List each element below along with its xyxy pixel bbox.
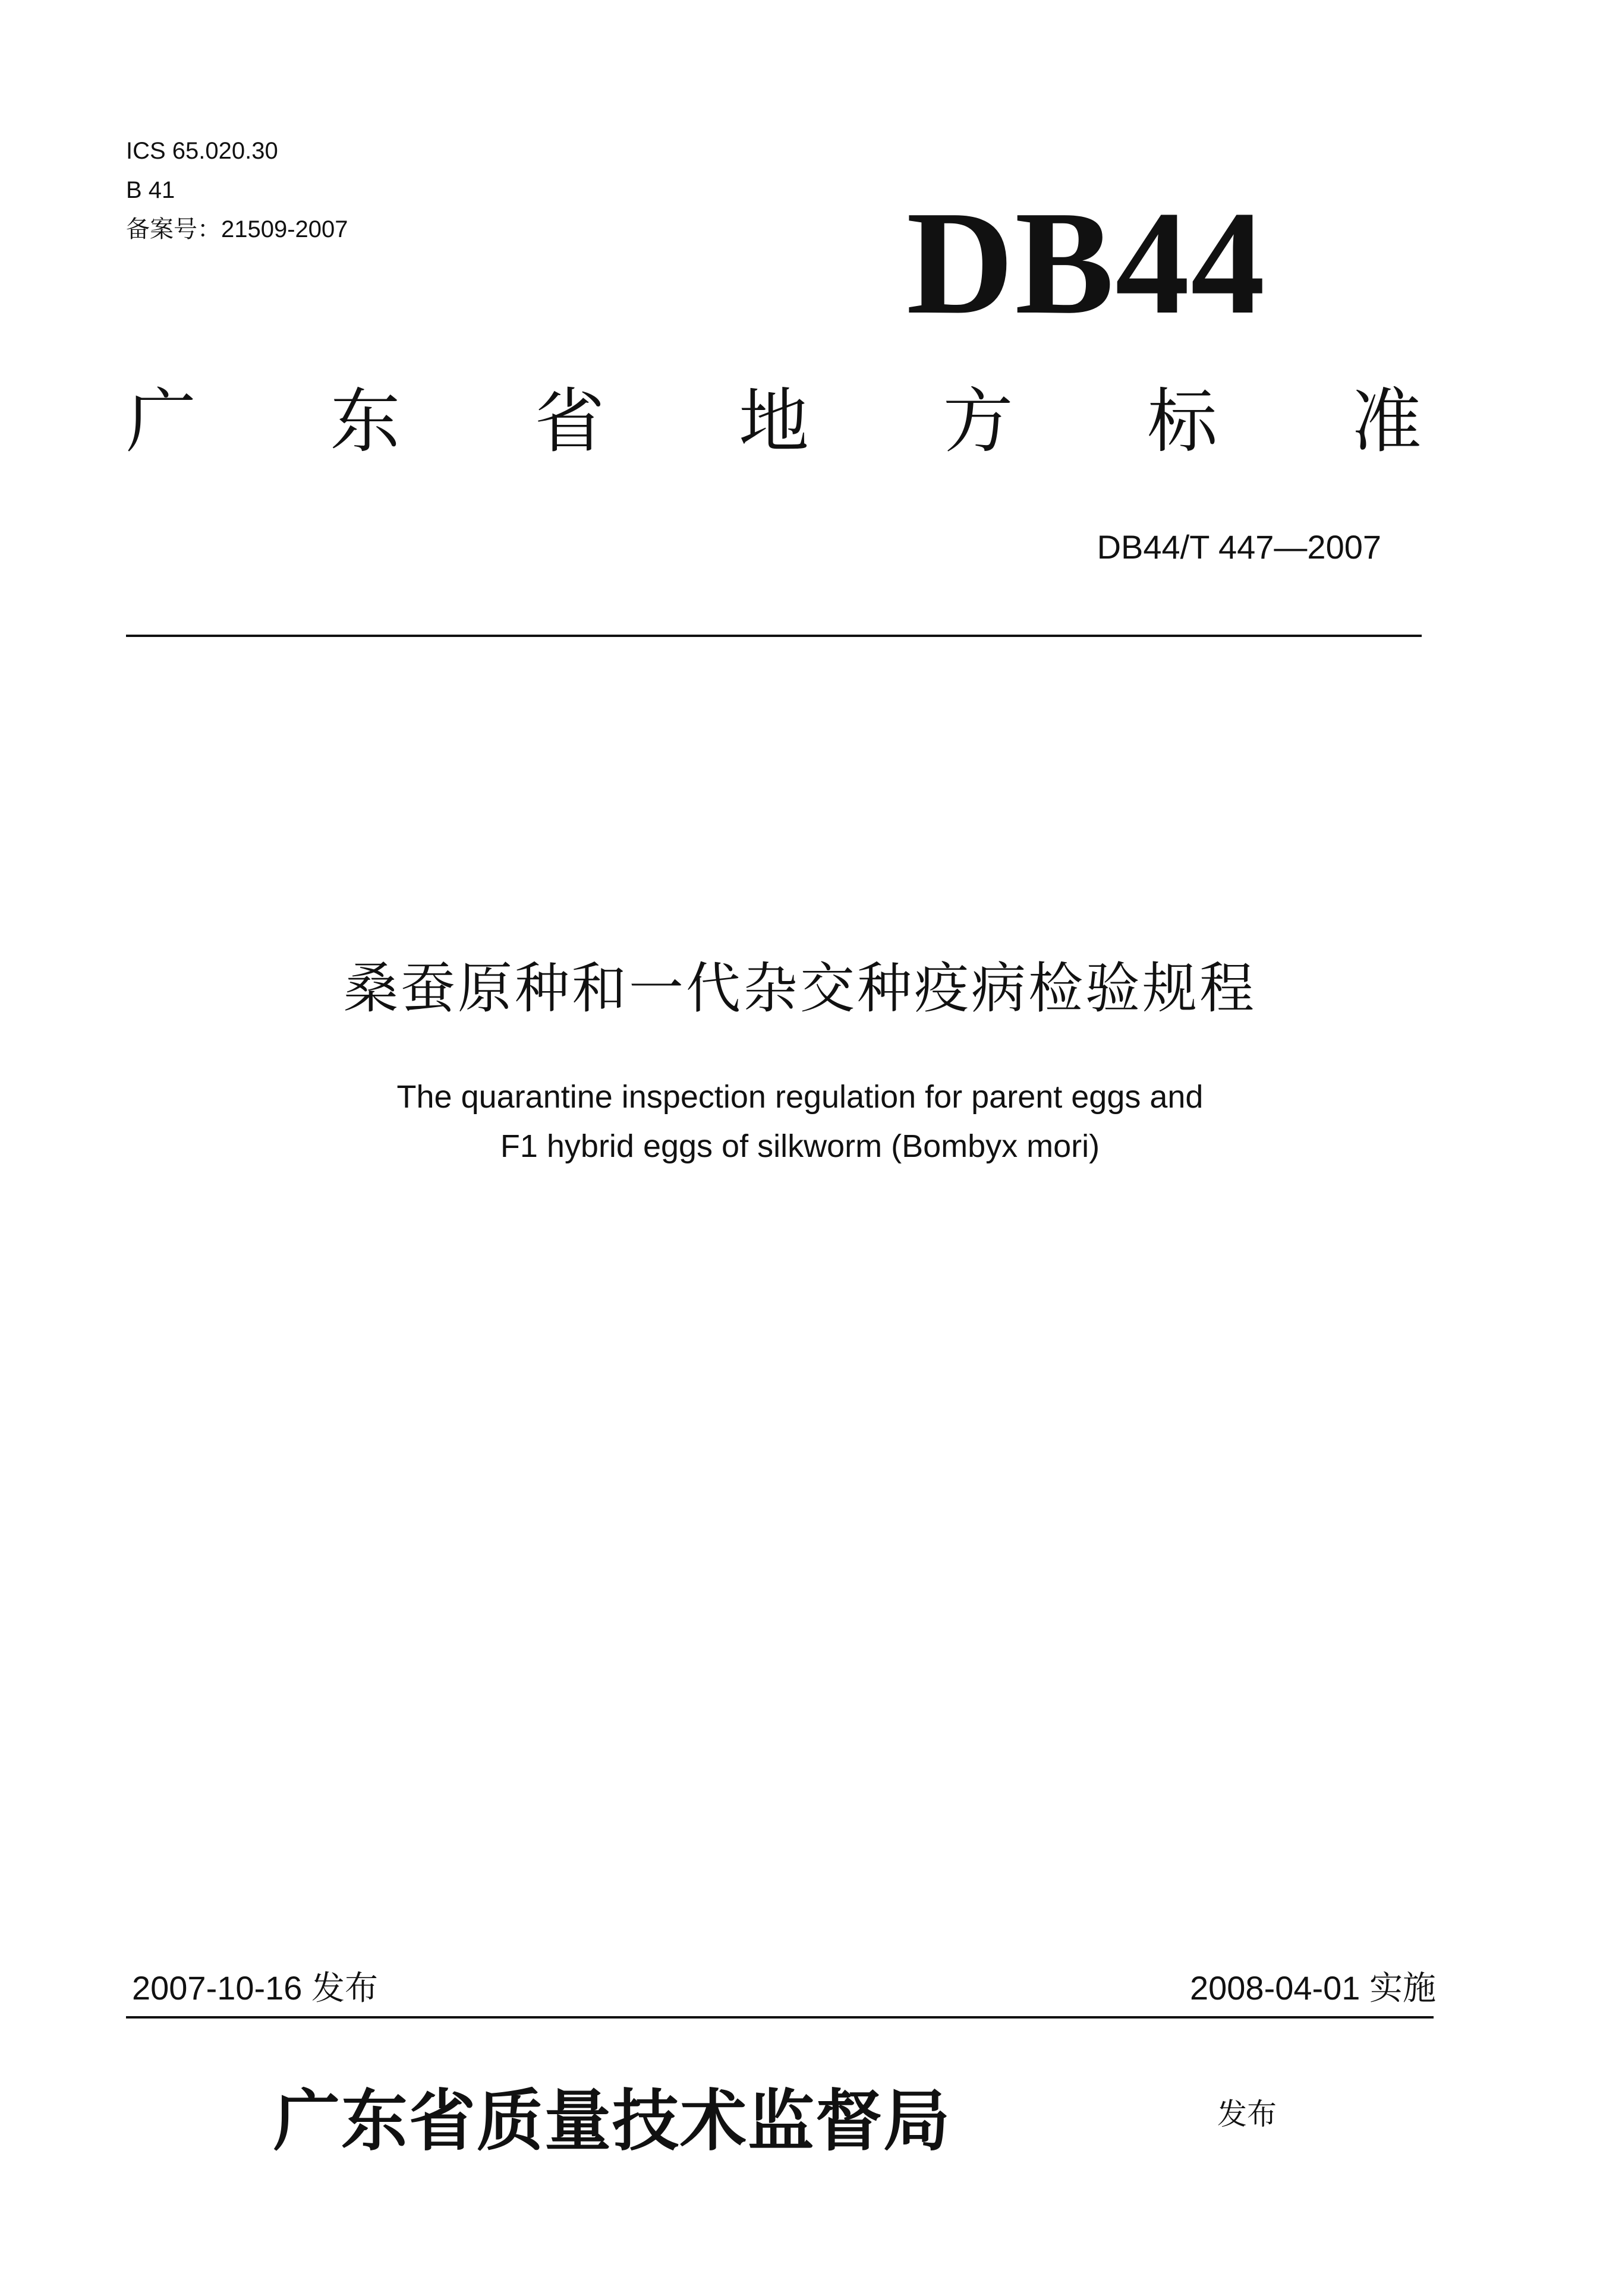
title-chinese: 桑蚕原种和一代杂交种疫病检验规程 (343, 957, 1256, 1020)
issue-date: 2007-10-16 发布 (132, 1969, 379, 2007)
issuing-authority: 广东省质量技术监督局 (273, 2082, 951, 2160)
title-english-line-2: F1 hybrid eggs of silkworm (Bombyx mori) (500, 1128, 1100, 1164)
standard-type-char: 省 (534, 380, 605, 462)
classification-code: B 41 (126, 177, 175, 203)
standard-type-char: 地 (738, 380, 809, 462)
bottom-divider (126, 2016, 1434, 2019)
implementation-date: 2008-04-01 实施 (1189, 1969, 1436, 2007)
standard-type-char: 方 (943, 380, 1013, 462)
standard-type-char: 东 (330, 380, 401, 462)
standard-type-heading (126, 380, 1422, 462)
top-divider (126, 635, 1422, 637)
standard-type-char: 准 (1351, 380, 1422, 462)
standard-number: DB44/T 447—2007 (1097, 528, 1381, 566)
ics-code: ICS 65.020.30 (126, 138, 278, 164)
db-logo: DB44 (906, 181, 1267, 345)
standard-type-char: 广 (126, 380, 197, 462)
issue-label: 发布 (1217, 2098, 1277, 2131)
record-number: 备案号：21509-2007 (126, 216, 348, 242)
standard-type-char: 标 (1147, 380, 1218, 462)
title-english-line-1: The quarantine inspection regulation for parent eggs and (396, 1079, 1204, 1115)
